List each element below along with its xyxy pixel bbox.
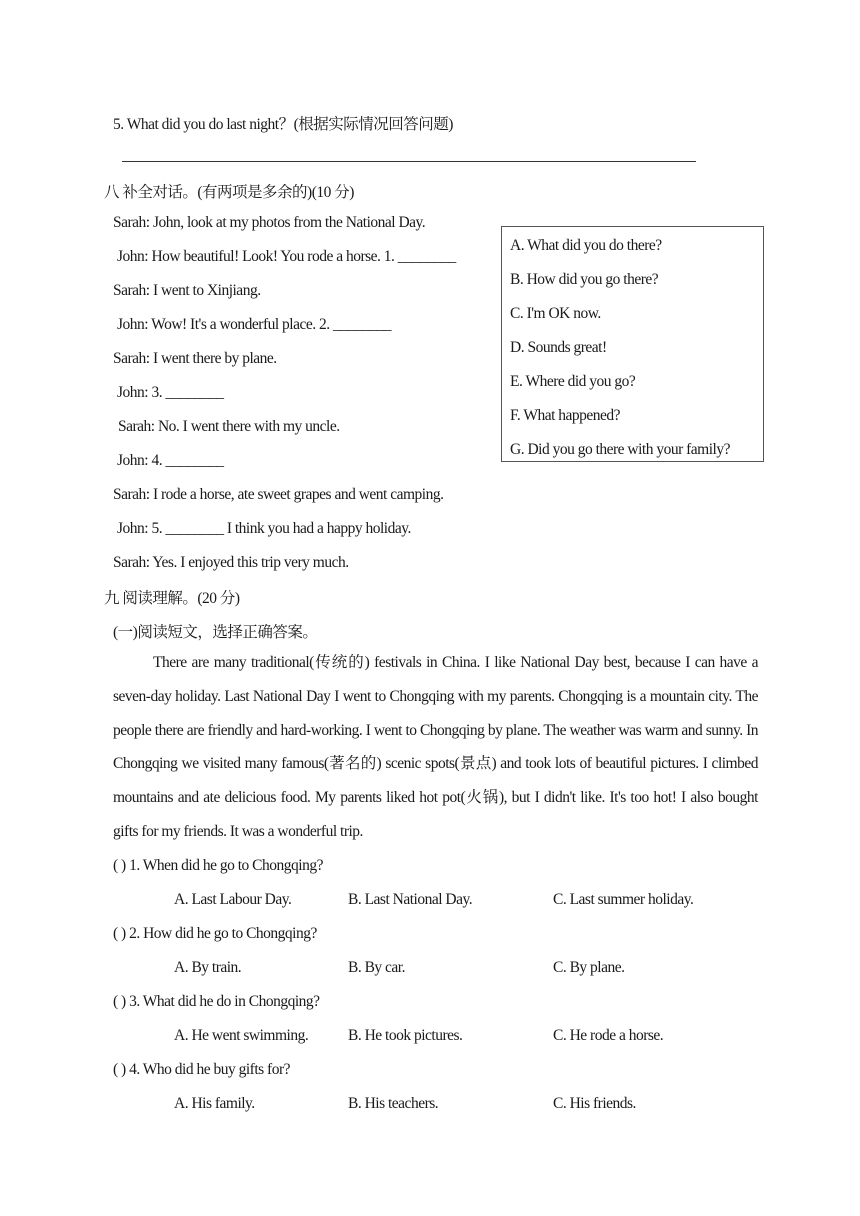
- question-5: 5. What did you do last night？(根据实际情况回答问题): [113, 116, 453, 133]
- dialogue-line: John: How beautiful! Look! You rode a horse. 1. ________: [117, 248, 456, 265]
- section-8-heading: 八 补全对话。(有两项是多余的)(10 分): [104, 184, 354, 201]
- passage-text: There are many traditional(传统的) festivals in China. I like National Day best, because I can have a seven-day holiday. Last National Day I went to Chongqing with my parents. Chongqing is a mountain city. The people there are friendly and hard-working. I went to Chongqing by plane. The weather was warm and sunny. In Chongqing we visited many famous(著名的) scenic spots(景点) and took lots of beautiful pictures. I climbed mountains and ate delicious food. My parents liked hot pot(火锅), but I didn't like. It's too hot! I also bought gifts for my friends. It was a wonderful trip.: [113, 654, 758, 840]
- choice-a: A. Last Labour Day.: [174, 891, 292, 908]
- dialogue-line: John: 4. ________: [117, 452, 224, 469]
- dialogue-line: Sarah: Yes. I enjoyed this trip very much.: [113, 554, 349, 571]
- dialogue-line: Sarah: I rode a horse, ate sweet grapes and went camping.: [113, 486, 444, 503]
- dialogue-line: John: 3. ________: [117, 384, 224, 401]
- choice-a: A. He went swimming.: [174, 1027, 309, 1044]
- option-item: E. Where did you go?: [510, 373, 636, 390]
- answer-line: [122, 161, 696, 162]
- option-item: D. Sounds great!: [510, 339, 607, 356]
- dialogue-line: Sarah: No. I went there with my uncle.: [118, 418, 340, 435]
- question-stem: ( ) 1. When did he go to Chongqing?: [113, 857, 323, 874]
- dialogue-line: Sarah: John, look at my photos from the National Day.: [113, 214, 426, 231]
- option-item: C. I'm OK now.: [510, 305, 601, 322]
- part-1-heading: (一)阅读短文，选择正确答案。: [113, 624, 318, 641]
- reading-passage: [113, 646, 758, 849]
- question-stem: ( ) 2. How did he go to Chongqing?: [113, 925, 317, 942]
- choice-b: B. His teachers.: [348, 1095, 439, 1112]
- choice-b: B. Last National Day.: [348, 891, 473, 908]
- option-item: G. Did you go there with your family?: [510, 441, 730, 458]
- question-stem: ( ) 4. Who did he buy gifts for?: [113, 1061, 290, 1078]
- question-stem: ( ) 3. What did he do in Chongqing?: [113, 993, 320, 1010]
- option-item: A. What did you do there?: [510, 237, 662, 254]
- dialogue-line: Sarah: I went to Xinjiang.: [113, 282, 261, 299]
- choice-b: B. He took pictures.: [348, 1027, 463, 1044]
- option-item: B. How did you go there?: [510, 271, 659, 288]
- choice-c: C. By plane.: [553, 959, 625, 976]
- dialogue-line: Sarah: I went there by plane.: [113, 350, 277, 367]
- choice-a: A. His family.: [174, 1095, 255, 1112]
- dialogue-line: John: 5. ________ I think you had a happy holiday.: [117, 520, 411, 537]
- dialogue-line: John: Wow! It's a wonderful place. 2. ________: [117, 316, 391, 333]
- options-box: [501, 226, 764, 462]
- choice-a: A. By train.: [174, 959, 242, 976]
- section-9-heading: 九 阅读理解。(20 分): [104, 590, 240, 607]
- choice-b: B. By car.: [348, 959, 405, 976]
- choice-c: C. He rode a horse.: [553, 1027, 664, 1044]
- choice-c: C. Last summer holiday.: [553, 891, 694, 908]
- choice-c: C. His friends.: [553, 1095, 636, 1112]
- option-item: F. What happened?: [510, 407, 621, 424]
